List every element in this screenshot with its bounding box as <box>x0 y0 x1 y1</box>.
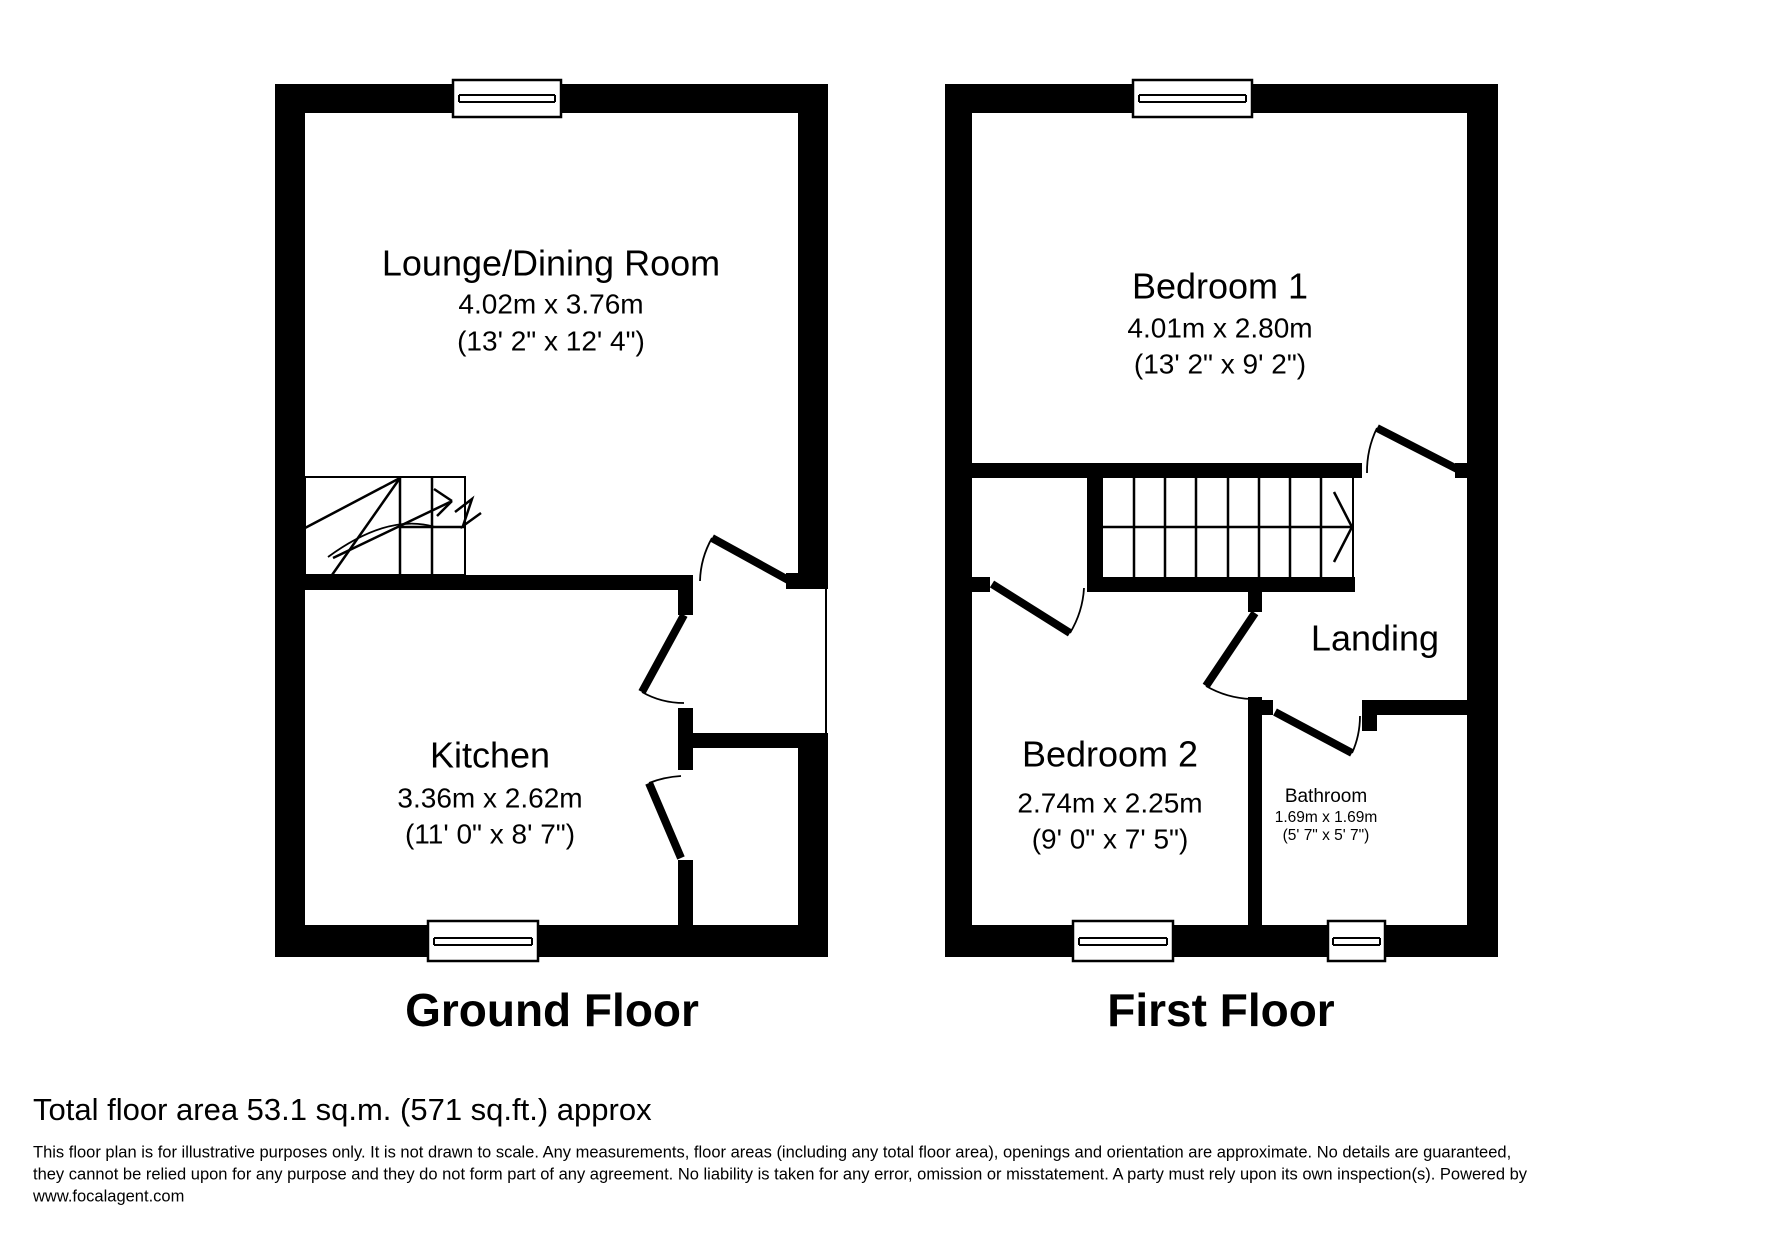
gf-wall-left <box>275 84 305 957</box>
ff-bedroom2-landing-door <box>1206 613 1255 699</box>
room-dim-kitchen-metric: 3.36m x 2.62m <box>397 782 583 814</box>
footer <box>32 1092 1528 1205</box>
gf-stairs <box>305 477 481 575</box>
gf-front-door <box>700 538 790 581</box>
first-floor-plan <box>945 80 1498 1036</box>
gf-window-bottom <box>428 921 538 961</box>
ff-bathroom-door-jamb <box>1262 700 1273 715</box>
ff-wall-bedroom1-bottom <box>972 463 1362 478</box>
ff-wall-bedroom2-entry-stub <box>972 577 990 592</box>
ff-wall-landing-stub <box>1248 592 1262 612</box>
room-label-landing: Landing <box>1310 617 1440 659</box>
ff-wall-right <box>1467 84 1498 957</box>
gf-stair-winder <box>305 478 400 528</box>
ff-stairs <box>1103 478 1353 577</box>
ff-window-bedroom2 <box>1073 921 1173 961</box>
room-dim-bedroom1-metric: 4.01m x 2.80m <box>1127 312 1313 344</box>
gf-window-top <box>453 80 561 117</box>
room-dim-lounge-metric: 4.02m x 3.76m <box>458 288 644 320</box>
ff-wall-bathroom-top <box>1362 700 1498 715</box>
total-floor-area: Total floor area 53.1 sq.m. (571 sq.ft.) approx <box>33 1092 652 1128</box>
ff-wall-left <box>945 84 972 957</box>
room-dim-bedroom2-metric: 2.74m x 2.25m <box>1017 787 1203 819</box>
gf-kitchen-door-lower <box>649 776 681 858</box>
gf-wall-kitchen-right-c <box>678 860 693 925</box>
room-dim-bedroom2-imperial: (9' 0" x 7' 5") <box>1031 823 1189 855</box>
room-dim-kitchen-imperial: (11' 0" x 8' 7") <box>404 818 576 850</box>
ff-wall-bottom <box>945 925 1498 957</box>
gf-stair-direction-arrow <box>333 489 481 558</box>
first-floor-title: First Floor <box>1107 984 1335 1037</box>
gf-wall-bottom <box>275 925 828 957</box>
ground-floor-plan <box>275 80 828 1036</box>
room-label-bathroom: Bathroom <box>1284 786 1368 808</box>
gf-front-door-jamb <box>786 573 828 589</box>
gf-wall-right-lower <box>798 747 828 957</box>
gf-wall-kitchen-right-a <box>678 590 693 615</box>
gf-wall-kitchen-right-b <box>678 708 693 770</box>
ff-bedroom2-entry-door <box>992 584 1084 633</box>
room-dim-bathroom-metric: 1.69m x 1.69m <box>1274 809 1378 827</box>
room-label-bedroom2: Bedroom 2 <box>1021 733 1199 775</box>
gf-kitchen-door-upper <box>642 615 684 703</box>
room-label-kitchen: Kitchen <box>429 734 551 776</box>
ff-bedroom1-door <box>1367 428 1461 473</box>
room-dim-bedroom1-imperial: (13' 2" x 9' 2") <box>1133 348 1307 380</box>
room-label-lounge: Lounge/Dining Room <box>381 242 721 284</box>
ff-bathroom-door <box>1275 712 1360 753</box>
room-dim-lounge-imperial: (13' 2" x 12' 4") <box>457 325 645 357</box>
ff-window-bathroom <box>1328 921 1385 961</box>
ff-wall-stairwell-bottom <box>1087 577 1355 592</box>
disclaimer-line-3: www.focalagent.com <box>33 1187 185 1206</box>
disclaimer-line-2: they cannot be relied upon for any purpose and they do not form part of any agreement. No liability is taken for any error, omission or misstatement. A party must rely upon its own inspection(s). Powered by <box>33 1165 1528 1184</box>
gf-wall-right-upper <box>798 84 828 589</box>
ground-floor-title: Ground Floor <box>405 984 699 1037</box>
ff-wall-stairwell-left <box>1087 478 1103 577</box>
gf-wall-lounge-kitchen <box>305 575 693 590</box>
ff-wall-bedroom2-right <box>1248 697 1262 925</box>
gf-wall-porch-bottom <box>678 733 828 748</box>
room-label-bedroom1: Bedroom 1 <box>1131 265 1309 307</box>
room-dim-bathroom-imperial: (5' 7" x 5' 7") <box>1282 827 1370 845</box>
ff-window-top <box>1133 80 1252 117</box>
disclaimer-line-1: This floor plan is for illustrative purposes only. It is not drawn to scale. Any measurements, floor areas (including any total floor area), openings and orientation are approximate. No details are guaranteed, <box>33 1143 1512 1162</box>
ff-wall-bathroom-top-stub <box>1362 715 1377 731</box>
